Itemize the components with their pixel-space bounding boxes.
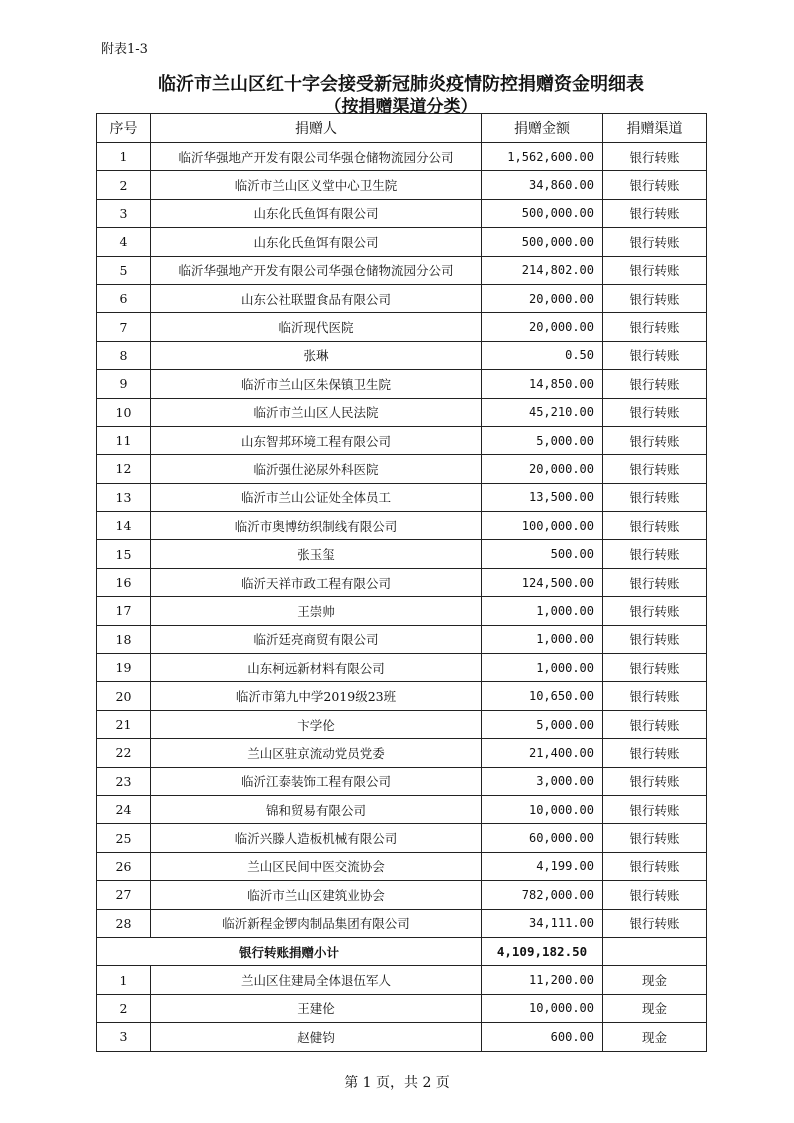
cell-channel: 银行转账 (603, 512, 707, 540)
cell-channel: 银行转账 (603, 540, 707, 568)
cell-no: 28 (97, 909, 151, 937)
cell-donor: 临沂廷亮商贸有限公司 (151, 625, 482, 653)
cell-donor: 临沂江泰装饰工程有限公司 (151, 767, 482, 795)
cell-no: 3 (97, 1023, 151, 1051)
cell-no: 6 (97, 284, 151, 312)
table-body (97, 143, 707, 1052)
page-subtitle: （按捐赠渠道分类） (324, 97, 478, 117)
cell-amount: 21,400.00 (482, 739, 603, 767)
cell-donor: 临沂现代医院 (151, 313, 482, 341)
cell-donor: 临沂市兰山区义堂中心卫生院 (151, 171, 482, 199)
table-row (97, 228, 707, 256)
cell-amount: 20,000.00 (482, 313, 603, 341)
cell-channel: 银行转账 (603, 284, 707, 312)
cell-channel: 银行转账 (603, 341, 707, 369)
table-row (97, 909, 707, 937)
table-row (97, 625, 707, 653)
cell-channel: 银行转账 (603, 625, 707, 653)
table-row (97, 739, 707, 767)
cell-no: 3 (97, 199, 151, 227)
cell-no: 12 (97, 455, 151, 483)
cell-donor: 山东柯远新材料有限公司 (151, 654, 482, 682)
cell-amount: 1,562,600.00 (482, 143, 603, 171)
cell-donor: 锦和贸易有限公司 (151, 795, 482, 823)
cell-donor: 王建伦 (151, 994, 482, 1022)
cell-donor: 山东公社联盟食品有限公司 (151, 284, 482, 312)
table-row (97, 313, 707, 341)
cell-donor: 临沂新程金锣肉制品集团有限公司 (151, 909, 482, 937)
cell-no: 16 (97, 568, 151, 596)
header-no: 序号 (97, 114, 151, 143)
table-row (97, 341, 707, 369)
cell-channel: 银行转账 (603, 710, 707, 738)
cell-channel: 银行转账 (603, 143, 707, 171)
cell-channel: 银行转账 (603, 881, 707, 909)
cell-amount: 1,000.00 (482, 597, 603, 625)
table-row (97, 256, 707, 284)
table-row (97, 994, 707, 1022)
cell-donor: 兰山区驻京流动党员党委 (151, 739, 482, 767)
table-row (97, 199, 707, 227)
page-title: 临沂市兰山区红十字会接受新冠肺炎疫情防控捐赠资金明细表 (158, 74, 644, 95)
cell-no: 14 (97, 512, 151, 540)
cell-donor: 兰山区住建局全体退伍军人 (151, 966, 482, 994)
cell-channel: 银行转账 (603, 426, 707, 454)
table-row (97, 654, 707, 682)
subtotal-empty (603, 937, 707, 965)
cell-no: 27 (97, 881, 151, 909)
table-row (97, 426, 707, 454)
cell-no: 24 (97, 795, 151, 823)
cell-donor: 卞学伦 (151, 710, 482, 738)
cell-donor: 临沂市兰山区人民法院 (151, 398, 482, 426)
table-row (97, 795, 707, 823)
cell-donor: 王崇帅 (151, 597, 482, 625)
cell-donor: 临沂兴滕人造板机械有限公司 (151, 824, 482, 852)
cell-channel: 银行转账 (603, 256, 707, 284)
cell-amount: 500,000.00 (482, 228, 603, 256)
table-row (97, 398, 707, 426)
cell-channel: 银行转账 (603, 455, 707, 483)
cell-no: 18 (97, 625, 151, 653)
cell-donor: 张玉玺 (151, 540, 482, 568)
cell-amount: 0.50 (482, 341, 603, 369)
cell-channel: 银行转账 (603, 568, 707, 596)
cell-donor: 临沂华强地产开发有限公司华强仓储物流园分公司 (151, 143, 482, 171)
header-donor: 捐赠人 (151, 114, 482, 143)
cell-channel: 银行转账 (603, 824, 707, 852)
cell-channel: 银行转账 (603, 483, 707, 511)
cell-no: 9 (97, 370, 151, 398)
cell-channel: 银行转账 (603, 739, 707, 767)
cell-donor: 临沂市兰山区建筑业协会 (151, 881, 482, 909)
cell-amount: 214,802.00 (482, 256, 603, 284)
cell-no: 17 (97, 597, 151, 625)
cell-no: 7 (97, 313, 151, 341)
table-row (97, 597, 707, 625)
cell-amount: 20,000.00 (482, 284, 603, 312)
cell-no: 1 (97, 143, 151, 171)
cell-donor: 兰山区民间中医交流协会 (151, 852, 482, 880)
cell-amount: 34,111.00 (482, 909, 603, 937)
header-amount: 捐赠金额 (482, 114, 603, 143)
cell-amount: 782,000.00 (482, 881, 603, 909)
table-row (97, 710, 707, 738)
table-row (97, 370, 707, 398)
table-row (97, 143, 707, 171)
table-row (97, 852, 707, 880)
table-row (97, 483, 707, 511)
cell-channel: 银行转账 (603, 228, 707, 256)
cell-channel: 现金 (603, 1023, 707, 1051)
cell-channel: 银行转账 (603, 909, 707, 937)
cell-donor: 山东智邦环境工程有限公司 (151, 426, 482, 454)
cell-amount: 5,000.00 (482, 710, 603, 738)
subtotal-amount: 4,109,182.50 (482, 937, 603, 965)
cell-donor: 山东化氏鱼饵有限公司 (151, 228, 482, 256)
cell-amount: 100,000.00 (482, 512, 603, 540)
cell-channel: 银行转账 (603, 682, 707, 710)
cell-amount: 3,000.00 (482, 767, 603, 795)
cell-amount: 500.00 (482, 540, 603, 568)
table-row (97, 512, 707, 540)
cell-amount: 5,000.00 (482, 426, 603, 454)
cell-amount: 60,000.00 (482, 824, 603, 852)
cell-donor: 临沂华强地产开发有限公司华强仓储物流园分公司 (151, 256, 482, 284)
table-row (97, 284, 707, 312)
cell-no: 13 (97, 483, 151, 511)
table-row (97, 824, 707, 852)
cell-channel: 银行转账 (603, 398, 707, 426)
cell-amount: 10,650.00 (482, 682, 603, 710)
cell-amount: 124,500.00 (482, 568, 603, 596)
cell-donor: 临沂市奥博纺织制线有限公司 (151, 512, 482, 540)
cell-no: 19 (97, 654, 151, 682)
cell-no: 23 (97, 767, 151, 795)
attachment-label: 附表1-3 (101, 42, 148, 57)
cell-no: 26 (97, 852, 151, 880)
cell-channel: 银行转账 (603, 767, 707, 795)
cell-donor: 赵健钧 (151, 1023, 482, 1051)
cell-no: 10 (97, 398, 151, 426)
table-row (97, 966, 707, 994)
table-row (97, 171, 707, 199)
cell-amount: 34,860.00 (482, 171, 603, 199)
cell-amount: 600.00 (482, 1023, 603, 1051)
subtotal-label: 银行转账捐赠小计 (97, 937, 482, 965)
cell-amount: 14,850.00 (482, 370, 603, 398)
table-row (97, 455, 707, 483)
cell-no: 21 (97, 710, 151, 738)
table-row (97, 540, 707, 568)
cell-channel: 银行转账 (603, 852, 707, 880)
cell-channel: 银行转账 (603, 313, 707, 341)
table-row (97, 568, 707, 596)
cell-no: 15 (97, 540, 151, 568)
cell-channel: 银行转账 (603, 795, 707, 823)
cell-no: 2 (97, 994, 151, 1022)
cell-amount: 10,000.00 (482, 795, 603, 823)
cell-no: 2 (97, 171, 151, 199)
cell-no: 5 (97, 256, 151, 284)
cell-amount: 4,199.00 (482, 852, 603, 880)
cell-no: 1 (97, 966, 151, 994)
cell-amount: 10,000.00 (482, 994, 603, 1022)
cell-donor: 张琳 (151, 341, 482, 369)
table-row (97, 1023, 707, 1051)
donation-table (96, 113, 707, 1052)
cell-no: 20 (97, 682, 151, 710)
cell-donor: 临沂市第九中学2019级23班 (151, 682, 482, 710)
cell-channel: 银行转账 (603, 597, 707, 625)
cell-channel: 银行转账 (603, 654, 707, 682)
cell-channel: 现金 (603, 966, 707, 994)
cell-no: 4 (97, 228, 151, 256)
table-row (97, 881, 707, 909)
cell-amount: 500,000.00 (482, 199, 603, 227)
cell-donor: 山东化氏鱼饵有限公司 (151, 199, 482, 227)
cell-no: 8 (97, 341, 151, 369)
table-row (97, 767, 707, 795)
cell-amount: 45,210.00 (482, 398, 603, 426)
cell-channel: 现金 (603, 994, 707, 1022)
cell-amount: 20,000.00 (482, 455, 603, 483)
cell-no: 25 (97, 824, 151, 852)
cell-channel: 银行转账 (603, 171, 707, 199)
cell-amount: 13,500.00 (482, 483, 603, 511)
cell-donor: 临沂市兰山区朱保镇卫生院 (151, 370, 482, 398)
cell-donor: 临沂天祥市政工程有限公司 (151, 568, 482, 596)
cell-amount: 11,200.00 (482, 966, 603, 994)
subtotal-row (97, 937, 707, 965)
page-footer: 第 1 页，共 2 页 (344, 1075, 450, 1091)
cell-channel: 银行转账 (603, 370, 707, 398)
cell-donor: 临沂强仕泌尿外科医院 (151, 455, 482, 483)
cell-channel: 银行转账 (603, 199, 707, 227)
table-row (97, 682, 707, 710)
cell-amount: 1,000.00 (482, 654, 603, 682)
cell-no: 22 (97, 739, 151, 767)
table-header-row (97, 114, 707, 143)
cell-amount: 1,000.00 (482, 625, 603, 653)
cell-no: 11 (97, 426, 151, 454)
cell-donor: 临沂市兰山公证处全体员工 (151, 483, 482, 511)
header-channel: 捐赠渠道 (603, 114, 707, 143)
